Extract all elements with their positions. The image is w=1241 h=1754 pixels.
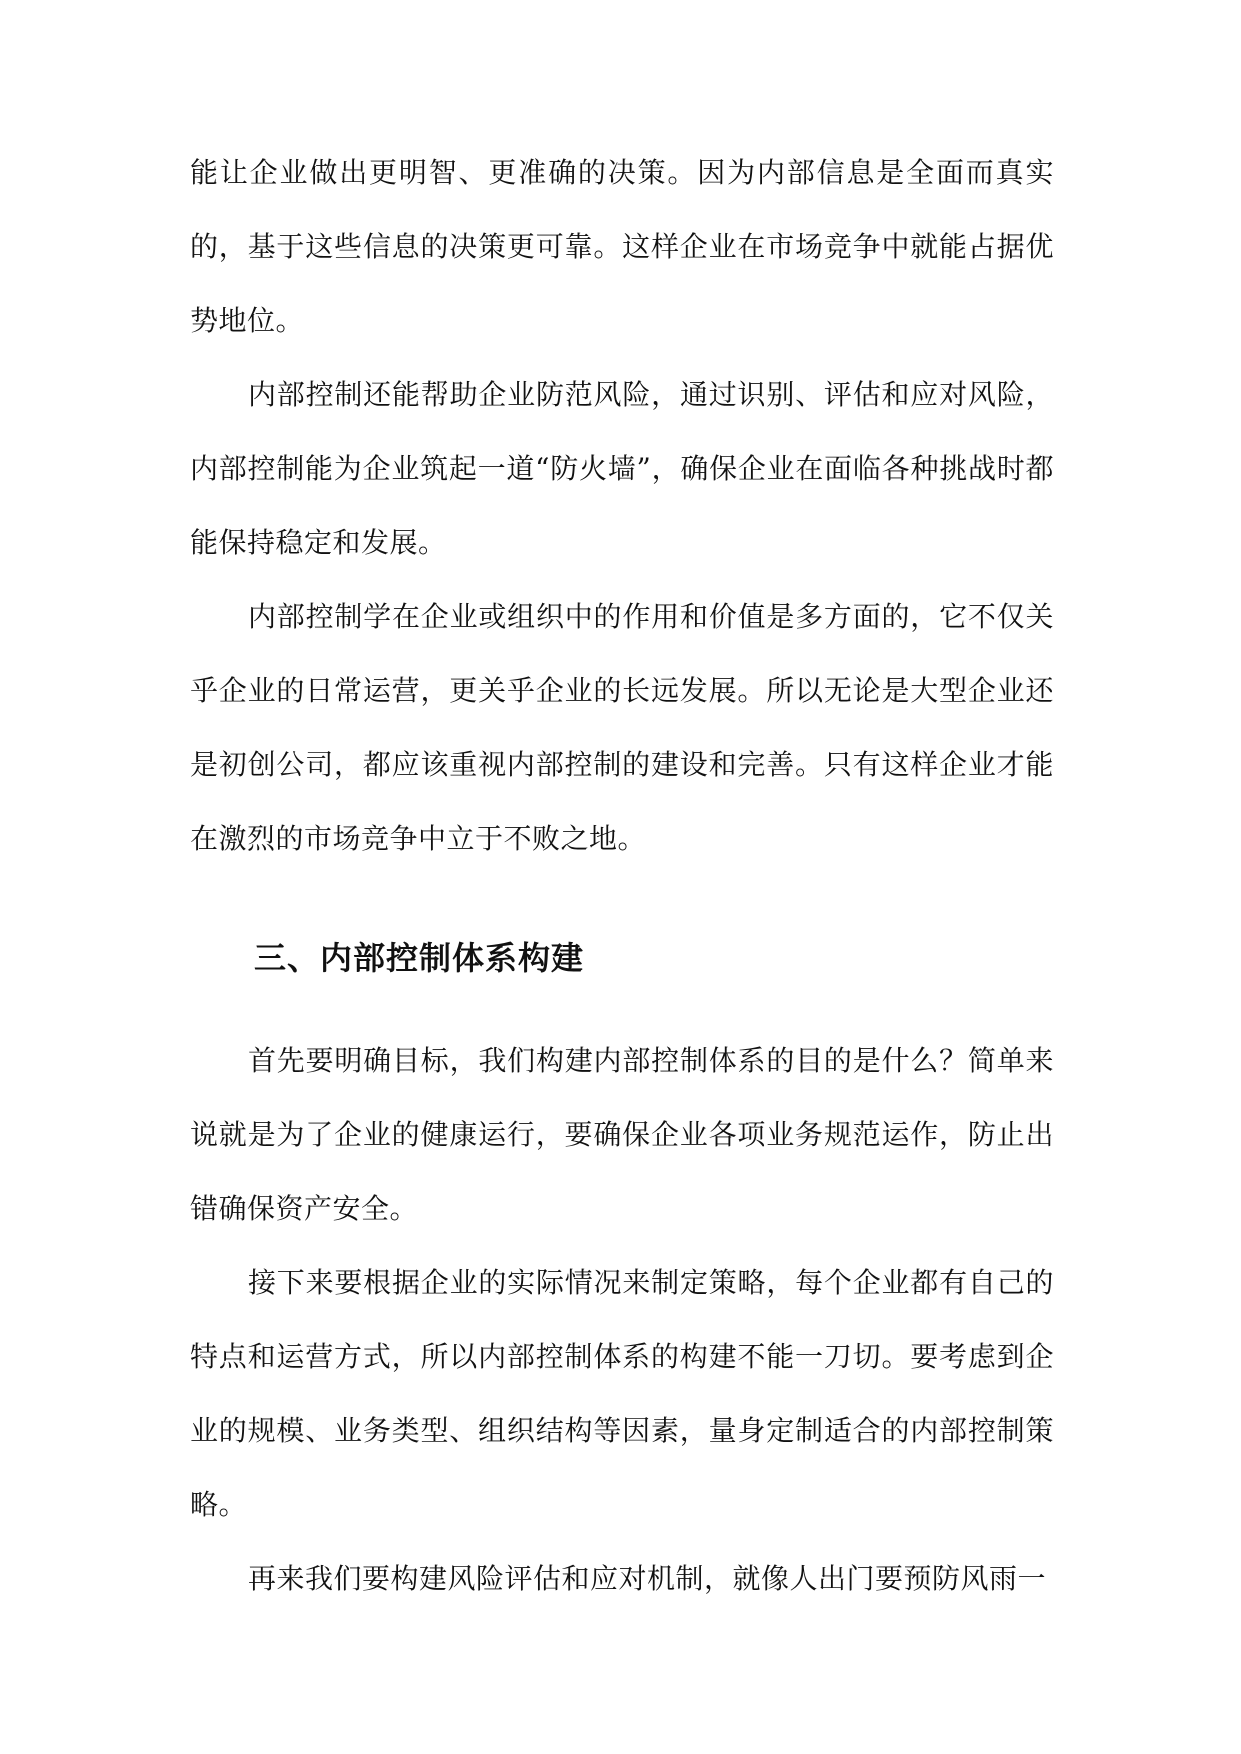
paragraph-decision-making: 能让企业做出更明智、更准确的决策。因为内部信息是全面而真实的，基于这些信息的决策更可靠。这样企业在市场竞争中就能占据优势地位。	[190, 156, 1054, 337]
section-heading: 三、内部控制体系构建	[254, 939, 585, 977]
paragraph-risk-mechanism: 再来我们要构建风险评估和应对机制，就像人出门要预防风雨一	[248, 1562, 1047, 1595]
paragraph-define-goals: 首先要明确目标，我们构建内部控制体系的目的是什么？简单来说就是为了企业的健康运行，要确保企业各项业务规范运作，防止出错确保资产安全。	[190, 1044, 1054, 1225]
paragraph-risk-prevention: 内部控制还能帮助企业防范风险，通过识别、评估和应对风险，内部控制能为企业筑起一道“防火墙”，确保企业在面临各种挑战时都能保持稳定和发展。	[190, 378, 1054, 559]
paragraph-value-summary: 内部控制学在企业或组织中的作用和价值是多方面的，它不仅关乎企业的日常运营，更关乎企业的长远发展。所以无论是大型企业还是初创公司，都应该重视内部控制的建设和完善。只有这样企业才能在激烈的市场竞争中立于不败之地。	[190, 600, 1054, 855]
paragraph-tailored-strategy: 接下来要根据企业的实际情况来制定策略，每个企业都有自己的特点和运营方式，所以内部控制体系的构建不能一刀切。要考虑到企业的规模、业务类型、组织结构等因素，量身定制适合的内部控制策略。	[190, 1266, 1054, 1521]
